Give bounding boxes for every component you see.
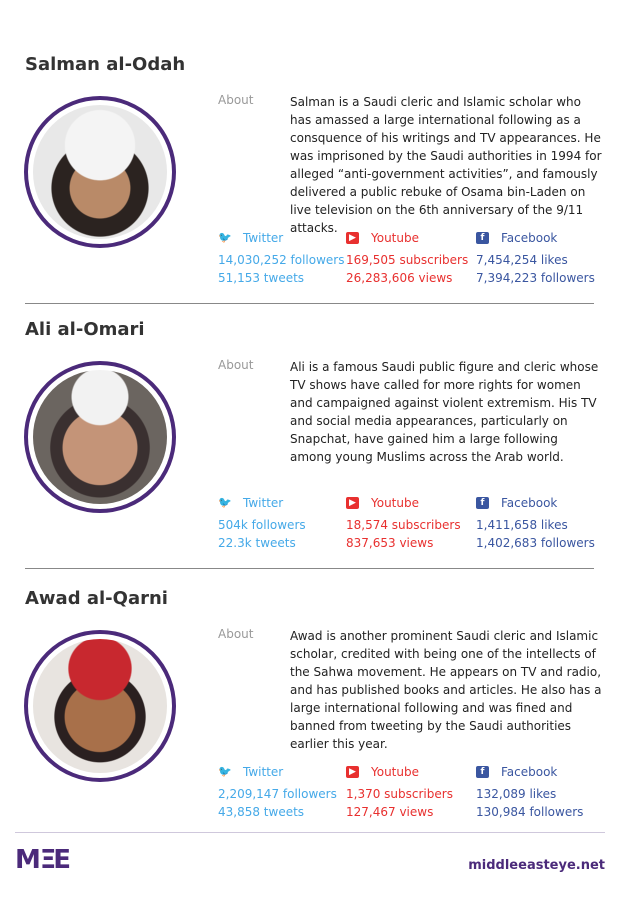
twitter-stat-2: 51,153 tweets (218, 271, 305, 285)
youtube-label[interactable]: Youtube (371, 496, 419, 510)
facebook-icon: f (476, 497, 489, 509)
facebook-stats (476, 494, 595, 552)
twitter-label[interactable]: Twitter (243, 231, 284, 245)
facebook-stat-1: 7,454,254 likes (476, 253, 568, 267)
youtube-stat-1: 169,505 subscribers (346, 253, 469, 267)
youtube-icon: ▶ (346, 497, 359, 509)
facebook-stat-2: 130,984 followers (476, 805, 584, 819)
youtube-stat-2: 127,467 views (346, 805, 434, 819)
twitter-stat-1: 14,030,252 followers (218, 253, 345, 267)
facebook-label[interactable]: Facebook (501, 231, 558, 245)
youtube-stat-1: 18,574 subscribers (346, 518, 461, 532)
about-text: Ali is a famous Saudi public figure and cleric whose TV shows have called for more rights for women and campaigned against violent extremism. His TV and social media appearances, particularly on Snapchat, have gained him a large following among young Muslims across the Arab world. (290, 360, 599, 464)
about-text: Salman is a Saudi cleric and Islamic scholar who has amassed a large international following as a consquence of his writings and TV appearances. He was imprisoned by the Saudi authorities in 1994 for alleged “anti-government activities”, and famously delivered a public rebuke of Osama bin-Laden on live television on the 6th anniversary of the 9/11 attacks. (290, 95, 602, 235)
facebook-icon: f (476, 766, 489, 778)
profile-name: Awad al-Qarni (25, 588, 168, 609)
youtube-icon: ▶ (346, 232, 359, 244)
twitter-stat-1: 504k followers (218, 518, 306, 532)
profile-section (0, 584, 620, 849)
twitter-icon: 🐦 (218, 496, 232, 509)
youtube-icon: ▶ (346, 766, 359, 778)
facebook-stat-2: 7,394,223 followers (476, 271, 595, 285)
youtube-stats (346, 494, 461, 552)
twitter-label[interactable]: Twitter (243, 496, 284, 510)
twitter-label[interactable]: Twitter (243, 765, 284, 779)
about-text: Awad is another prominent Saudi cleric and Islamic scholar, credited with being one of the intellects of the Sahwa movement. He appears on TV and radio, and has published books and articles. He also has a large international following and was fined and banned from tweeting by the Saudi authorities earlier this year. (290, 629, 602, 751)
twitter-stats (218, 763, 337, 821)
section-divider (25, 303, 594, 304)
site-url[interactable]: middleeasteye.net (468, 858, 605, 873)
youtube-stats (346, 763, 453, 821)
about-label: About (218, 358, 254, 372)
about-label: About (218, 93, 254, 107)
facebook-label[interactable]: Facebook (501, 496, 558, 510)
youtube-label[interactable]: Youtube (371, 231, 419, 245)
mee-logo: MΞE (15, 845, 69, 875)
youtube-stat-1: 1,370 subscribers (346, 787, 453, 801)
youtube-stat-2: 26,283,606 views (346, 271, 453, 285)
facebook-stats (476, 229, 595, 287)
twitter-icon: 🐦 (218, 231, 232, 244)
facebook-stat-1: 132,089 likes (476, 787, 557, 801)
section-divider (25, 568, 594, 569)
facebook-label[interactable]: Facebook (501, 765, 558, 779)
profile-photo (24, 630, 176, 782)
twitter-stat-1: 2,209,147 followers (218, 787, 337, 801)
twitter-icon: 🐦 (218, 765, 232, 778)
facebook-stat-2: 1,402,683 followers (476, 536, 595, 550)
profile-section (0, 315, 620, 580)
about-label: About (218, 627, 254, 641)
twitter-stats (218, 494, 306, 552)
youtube-stats (346, 229, 468, 287)
twitter-stats (218, 229, 344, 287)
facebook-icon: f (476, 232, 489, 244)
facebook-stat-1: 1,411,658 likes (476, 518, 568, 532)
profile-photo (24, 361, 176, 513)
profile-photo (24, 96, 176, 248)
profile-name: Ali al-Omari (25, 319, 145, 340)
facebook-stats (476, 763, 583, 821)
profile-name: Salman al-Odah (25, 54, 186, 75)
youtube-stat-2: 837,653 views (346, 536, 434, 550)
twitter-stat-2: 43,858 tweets (218, 805, 305, 819)
youtube-label[interactable]: Youtube (371, 765, 419, 779)
twitter-stat-2: 22.3k tweets (218, 536, 296, 550)
footer-divider (15, 832, 605, 833)
profile-section (0, 50, 620, 315)
